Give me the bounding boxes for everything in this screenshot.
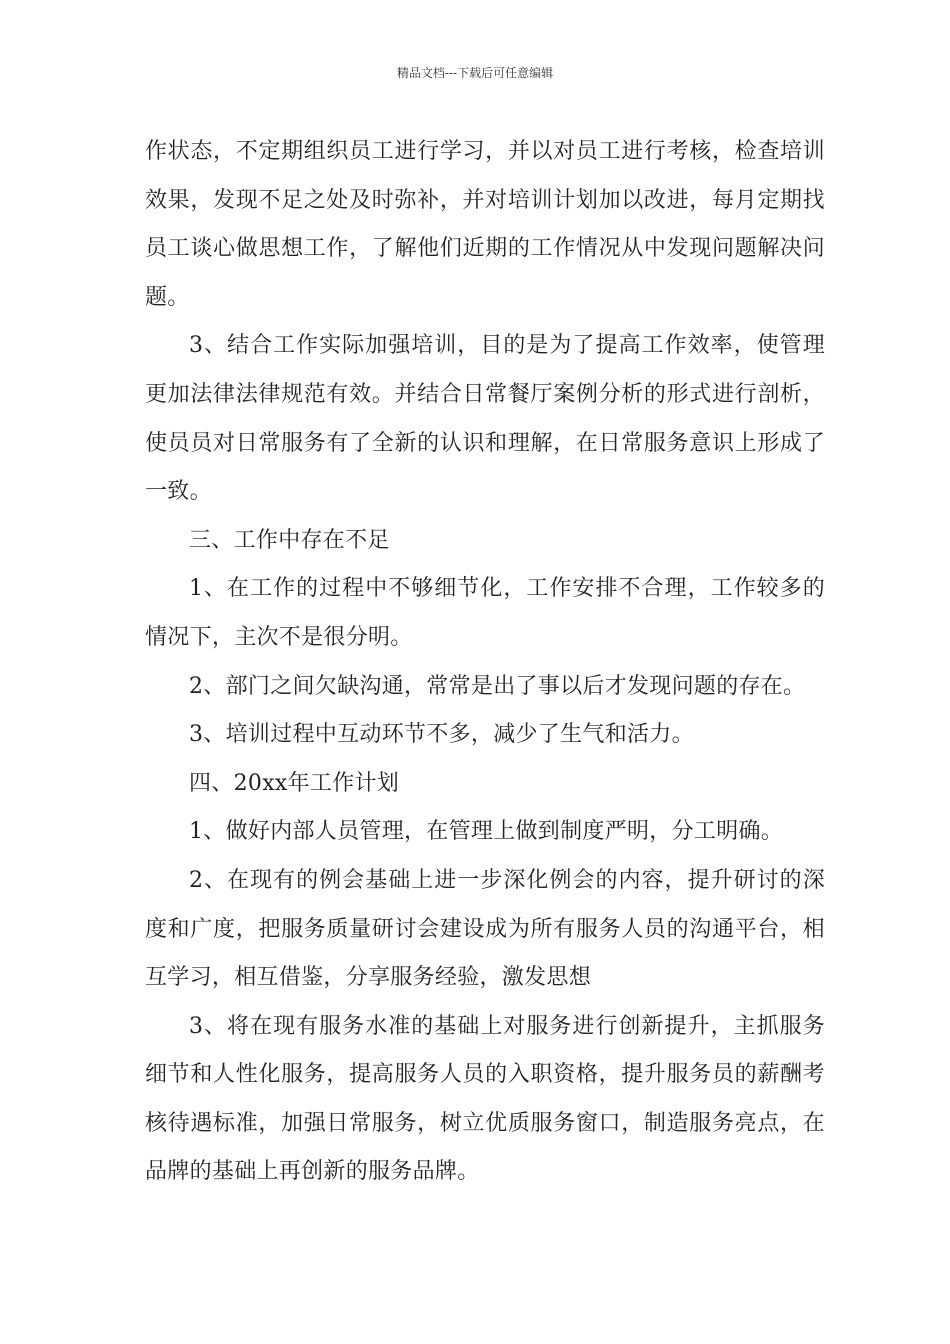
paragraph-continuation: 作状态，不定期组织员工进行学习，并以对员工进行考核，检查培训效果，发现不足之处及时弥补，并对培训计划加以改进，每月定期找员工谈心做思想工作，了解他们近期的工作情况从中发现问题解决问题。 (145, 139, 825, 310)
paragraph-shortcoming-1: 1、在工作的过程中不够细节化，工作安排不合理，工作较多的情况下，主次不是很分明。 (145, 576, 825, 650)
section-heading-work-plan: 四、20xx年工作计划 (189, 770, 400, 796)
paragraph-plan-1: 1、做好内部人员管理，在管理上做到制度严明，分工明确。 (189, 819, 784, 845)
paragraph-shortcoming-2: 2、部门之间欠缺沟通，常常是出了事以后才发现问题的存在。 (189, 673, 806, 699)
document-body (145, 128, 825, 1197)
section-heading-shortcomings: 三、工作中存在不足 (189, 527, 390, 553)
paragraph-item-3-training: 3、结合工作实际加强培训，目的是为了提高工作效率，使管理更加法律法律规范有效。并结合日常餐厅案例分析的形式进行剖析，使员员对日常服务有了全新的认识和理解，在日常服务意识上形成了一致。 (145, 333, 825, 505)
paragraph-plan-2: 2、在现有的例会基础上进一步深化例会的内容，提升研讨的深度和广度，把服务质量研讨会建设成为所有服务人员的沟通平台，相互学习，相互借鉴，分享服务经验，激发思想 (145, 867, 825, 991)
page-header: 精品文档---下载后可任意编辑 (396, 66, 554, 80)
paragraph-shortcoming-3: 3、培训过程中互动环节不多，减少了生气和活力。 (189, 722, 694, 748)
paragraph-plan-3: 3、将在现有服务水准的基础上对服务进行创新提升，主抓服务细节和人性化服务，提高服务人员的入职资格，提升服务员的薪酬考核待遇标准，加强日常服务，树立优质服务窗口，制造服务亮点，在品牌的基础上再创新的服务品牌。 (145, 1013, 825, 1185)
